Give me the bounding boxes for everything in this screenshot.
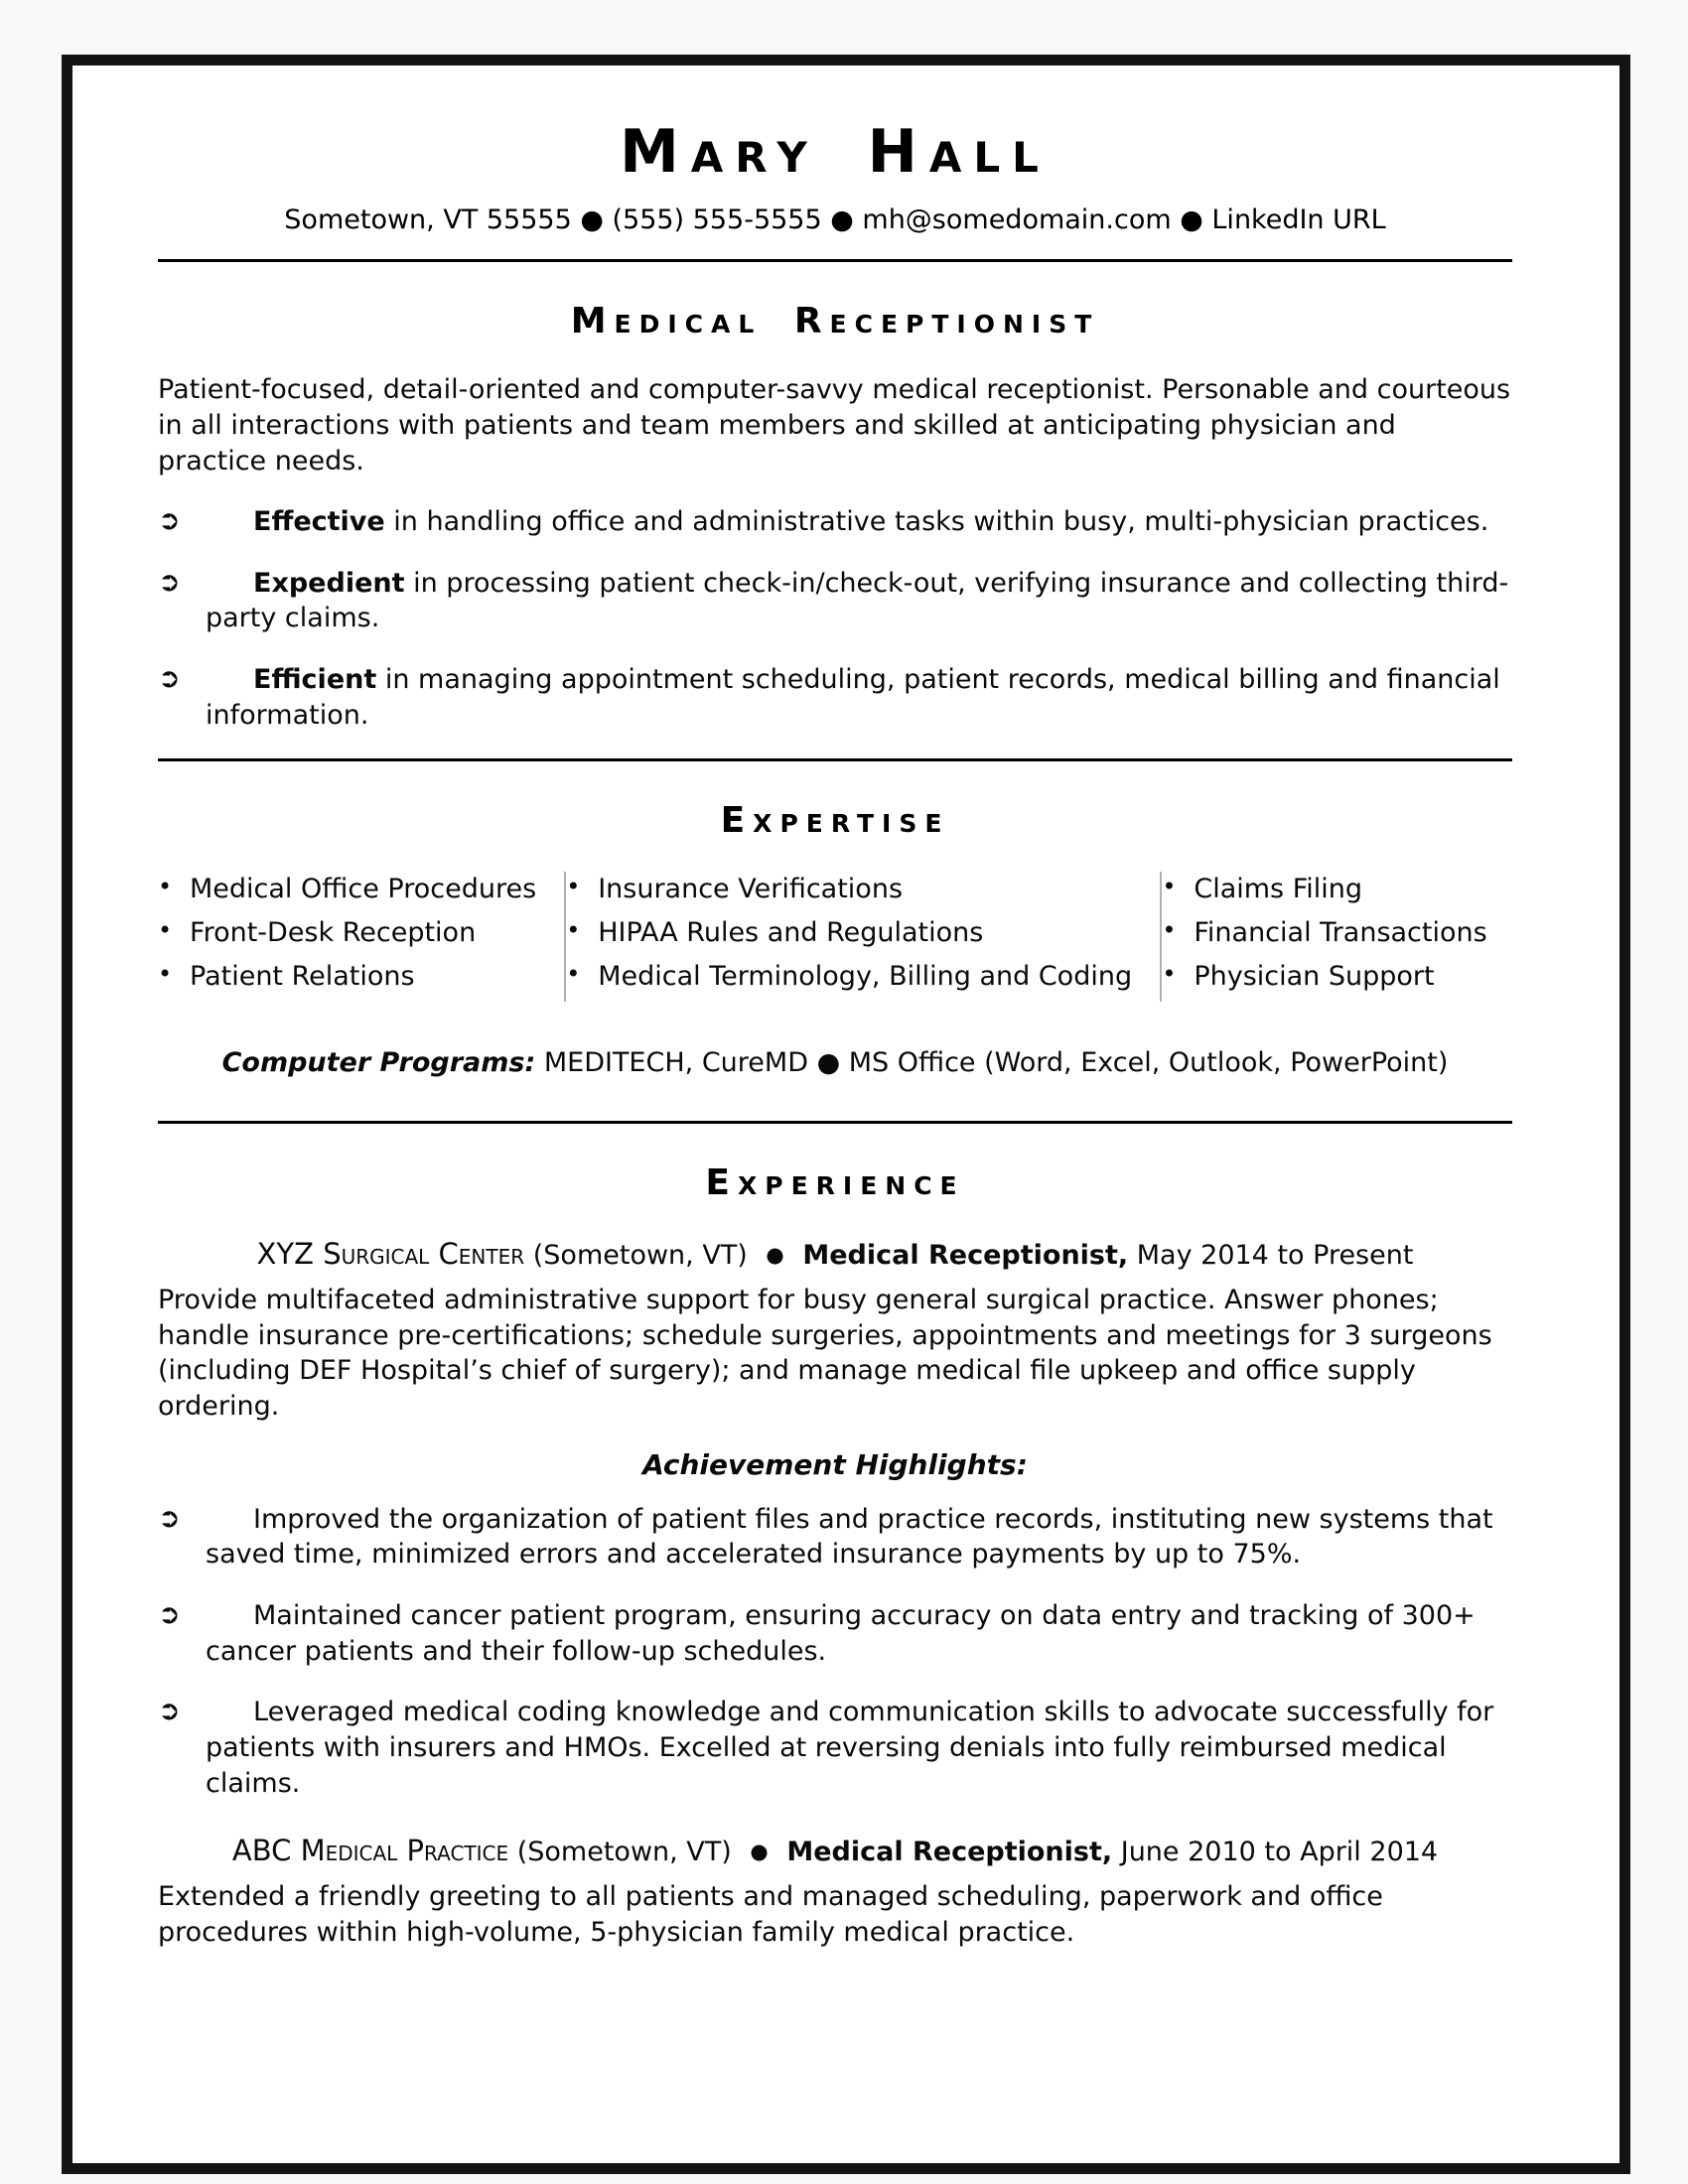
- dot-bullet-icon: •: [158, 916, 173, 945]
- expertise-item: [566, 959, 1160, 995]
- bullet-body: in handling office and administrative tasks within busy, multi-physician practices.: [384, 506, 1489, 538]
- job-location: (Sometown, VT): [516, 1837, 732, 1868]
- dot-bullet-icon: •: [158, 873, 173, 901]
- dot-bullet-icon: •: [158, 959, 173, 988]
- achievement-bullet-text: Leveraged medical coding knowledge and communication skills to advocate successfully for patients with insurers and HMOs. Excelled at reversing denials into fully reimbursed medical claims.: [206, 1697, 1494, 1799]
- expertise-column: [158, 872, 564, 1002]
- achievement-bullet-text: Maintained cancer patient program, ensuring accuracy on data entry and tracking of 300+ cancer patients and their follow-up schedules.: [206, 1600, 1476, 1667]
- arrow-bullet-icon: ➲: [158, 1502, 181, 1534]
- expertise-column: [564, 872, 1160, 1002]
- section-title-expertise: Expertise: [720, 800, 950, 842]
- bullet-body: in processing patient check-in/check-out, verifying insurance and collecting third-party claims.: [206, 567, 1509, 634]
- achievement-bullet: [158, 1502, 1512, 1572]
- summary-bullet-text: [206, 566, 1512, 636]
- job-title: Medical Receptionist,: [802, 1240, 1129, 1272]
- job-entry: [158, 1831, 1512, 1950]
- section-divider: [158, 1121, 1512, 1124]
- expertise-section: [158, 799, 1512, 1081]
- achievement-bullet: [158, 1695, 1512, 1801]
- expertise-item-label: Medical Office Procedures: [190, 874, 537, 905]
- expertise-columns: [158, 872, 1512, 1002]
- candidate-name: Mary Hall: [620, 117, 1051, 187]
- bullet-lead-word: Expedient: [253, 567, 405, 599]
- dot-bullet-icon: •: [1162, 959, 1177, 988]
- job-header-line: [158, 1234, 1512, 1275]
- expertise-item-label: Physician Support: [1194, 960, 1435, 992]
- summary-bullet: [158, 662, 1512, 733]
- achievement-bullet: [158, 1598, 1512, 1669]
- expertise-item-label: Financial Transactions: [1194, 917, 1487, 949]
- expertise-item-label: Patient Relations: [190, 960, 415, 992]
- summary-bullet-text: [206, 504, 1512, 540]
- summary-bullet: [158, 566, 1512, 636]
- job-header-line: [158, 1831, 1512, 1871]
- achievement-highlights-title: Achievement Highlights:: [642, 1448, 1028, 1482]
- summary-paragraph: Patient-focused, detail-oriented and computer-savvy medical receptionist. Personable and courteous in all interactions with patients and team members and skilled at anticipating physician and practice needs.: [158, 374, 1511, 477]
- bullet-lead-word: Efficient: [253, 664, 377, 696]
- job-company: XYZ Surgical Center: [256, 1237, 525, 1272]
- resume-page-frame: [62, 55, 1630, 2174]
- computer-programs-label: Computer Programs:: [221, 1047, 536, 1079]
- arrow-bullet-icon: ➲: [158, 1599, 181, 1631]
- expertise-item: [566, 915, 1160, 951]
- arrow-bullet-icon: ➲: [158, 663, 181, 695]
- section-title-experience: Experience: [705, 1161, 965, 1203]
- expertise-item-label: HIPAA Rules and Regulations: [598, 917, 984, 949]
- separator-dot-icon: ●: [750, 1840, 769, 1864]
- job-description: Extended a friendly greeting to all patients and managed scheduling, paperwork and office procedures within high-volume, 5-physician family medical practice.: [158, 1881, 1383, 1948]
- section-title-summary: Medical Receptionist: [570, 301, 1100, 342]
- job-dates: June 2010 to April 2014: [1120, 1837, 1439, 1868]
- expertise-item: [1162, 872, 1512, 907]
- contact-line: Sometown, VT 55555 ● (555) 555-5555 ● mh@somedomain.com ● LinkedIn URL: [284, 205, 1386, 235]
- summary-bullet-text: [206, 662, 1512, 733]
- dot-bullet-icon: •: [1162, 916, 1177, 945]
- separator-dot-icon: ●: [766, 1243, 784, 1268]
- arrow-bullet-icon: ➲: [158, 1696, 181, 1727]
- expertise-item-label: Medical Terminology, Billing and Coding: [598, 960, 1133, 992]
- job-company: ABC Medical Practice: [231, 1834, 509, 1868]
- bullet-body: in managing appointment scheduling, patient records, medical billing and financial information.: [206, 664, 1500, 731]
- section-divider: [158, 758, 1512, 761]
- achievement-bullet-text: Improved the organization of patient files and practice records, instituting new systems that saved time, minimized errors and accelerated insurance payments by up to 75%.: [206, 1503, 1493, 1570]
- dot-bullet-icon: •: [566, 873, 581, 901]
- expertise-item-label: Front-Desk Reception: [190, 917, 477, 949]
- expertise-item-label: Insurance Verifications: [598, 874, 904, 905]
- job-location: (Sometown, VT): [532, 1240, 748, 1272]
- bullet-lead-word: Effective: [253, 506, 385, 538]
- computer-programs-line: [158, 1045, 1512, 1081]
- dot-bullet-icon: •: [566, 959, 581, 988]
- expertise-item: [1162, 959, 1512, 995]
- job-description: Provide multifaceted administrative support for busy general surgical practice. Answer phones; handle insurance pre-certifications; schedule surgeries, appointments and meetings for 3 surgeons (including DEF Hospital’s chief of surgery); and manage medical file upkeep and office supply ordering.: [158, 1284, 1492, 1422]
- job-dates: May 2014 to Present: [1136, 1240, 1414, 1272]
- resume-header: [158, 119, 1512, 237]
- dot-bullet-icon: •: [566, 916, 581, 945]
- experience-section: [158, 1161, 1512, 1950]
- job-title: Medical Receptionist,: [786, 1837, 1113, 1868]
- job-entry: [158, 1234, 1512, 1801]
- expertise-item: [566, 872, 1160, 907]
- expertise-item: [158, 915, 564, 951]
- arrow-bullet-icon: ➲: [158, 566, 181, 598]
- expertise-column: [1160, 872, 1512, 1002]
- computer-programs-list: MEDITECH, CureMD ● MS Office (Word, Excel, Outlook, PowerPoint): [535, 1047, 1449, 1079]
- expertise-item-label: Claims Filing: [1194, 874, 1363, 905]
- summary-section: [158, 300, 1512, 733]
- expertise-item: [158, 872, 564, 907]
- expertise-item: [1162, 915, 1512, 951]
- summary-bullet: [158, 504, 1512, 540]
- section-divider: [158, 259, 1512, 262]
- dot-bullet-icon: •: [1162, 873, 1177, 901]
- arrow-bullet-icon: ➲: [158, 505, 181, 537]
- expertise-item: [158, 959, 564, 995]
